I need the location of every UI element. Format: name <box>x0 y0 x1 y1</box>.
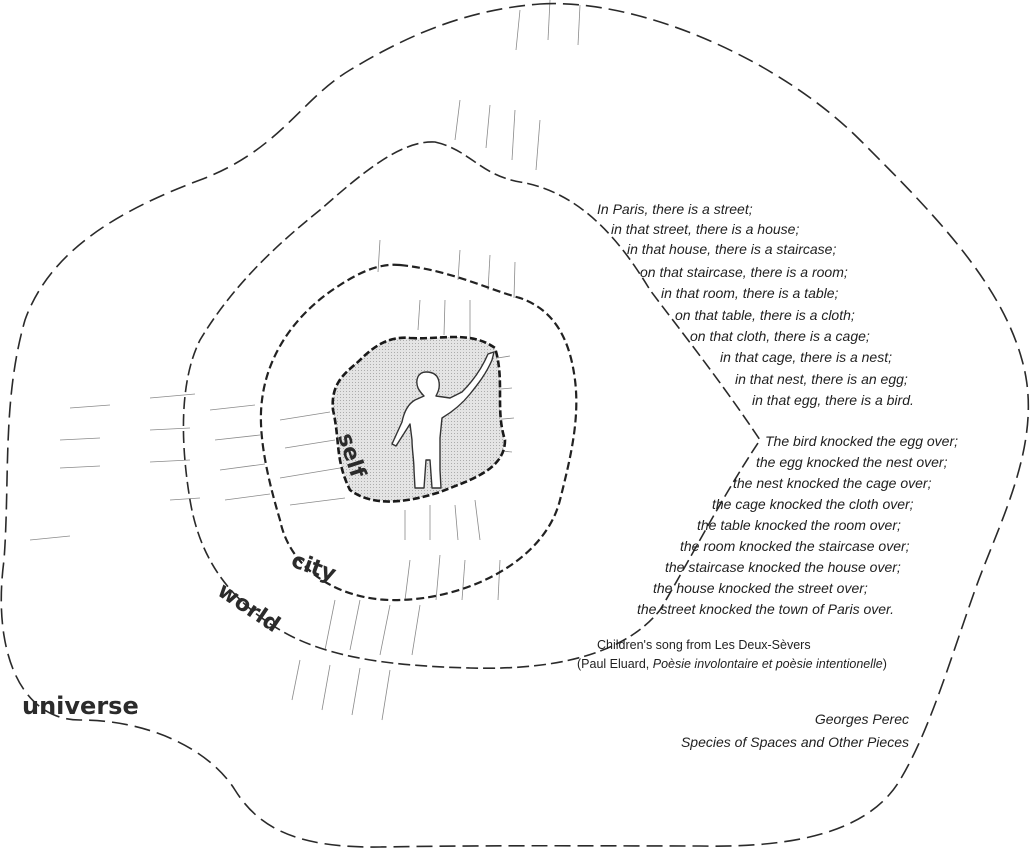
poem-line: The bird knocked the egg over; <box>765 433 959 449</box>
arrow-ray <box>455 505 458 540</box>
arrow-ray <box>225 494 270 500</box>
arrow-ray <box>290 498 345 505</box>
arrow-ray <box>412 605 420 655</box>
arrow-ray <box>458 250 460 280</box>
arrow-ray <box>325 600 335 650</box>
poem-line: the staircase knocked the house over; <box>665 559 901 575</box>
arrow-ray <box>322 665 330 710</box>
arrow-ray <box>516 10 520 50</box>
arrow-ray <box>220 464 265 470</box>
arrow-ray <box>462 560 465 600</box>
arrow-ray <box>498 560 500 600</box>
poem-line: the nest knocked the cage over; <box>733 475 932 491</box>
arrow-ray <box>418 300 420 330</box>
poem-line: the street knocked the town of Paris over. <box>637 601 895 617</box>
arrow-ray <box>292 660 300 700</box>
poem-line: in that cage, there is a nest; <box>720 349 892 365</box>
arrow-ray <box>548 0 550 40</box>
arrow-ray <box>380 605 390 655</box>
world-label: world <box>212 578 285 638</box>
source-credit <box>577 657 887 671</box>
poem-line: in that room, there is a table; <box>661 285 839 301</box>
arrow-ray <box>436 555 440 600</box>
arrow-ray <box>150 394 195 398</box>
source-credit-suffix: ) <box>882 657 887 671</box>
arrow-ray <box>405 560 410 600</box>
arrow-ray <box>70 405 110 408</box>
poem-line: on that staircase, there is a room; <box>640 264 848 280</box>
arrow-ray <box>512 110 515 160</box>
poem-line: the table knocked the room over; <box>697 517 901 533</box>
arrow-ray <box>578 5 580 45</box>
arrow-ray <box>30 536 70 540</box>
source-credit-prefix: (Paul Eluard, <box>577 657 653 671</box>
poem-line: In Paris, there is a street; <box>597 201 753 217</box>
arrow-ray <box>378 240 380 272</box>
poem-line: on that cloth, there is a cage; <box>690 328 870 344</box>
poem-line: on that table, there is a cloth; <box>675 307 855 323</box>
arrow-ray <box>150 428 190 430</box>
poem-line: in that nest, there is an egg; <box>735 371 908 387</box>
arrow-ray <box>280 468 340 478</box>
arrow-ray <box>514 262 515 298</box>
arrow-ray <box>285 440 335 448</box>
arrow-ray <box>382 670 390 720</box>
arrow-ray <box>150 460 190 462</box>
attribution-author: Georges Perec <box>814 711 909 727</box>
poem-line: the room knocked the staircase over; <box>680 538 910 554</box>
arrow-ray <box>170 498 200 500</box>
poem-line: the cage knocked the cloth over; <box>712 496 914 512</box>
self-label: self <box>332 430 371 481</box>
city-label: city <box>287 548 340 588</box>
universe-label: universe <box>22 692 139 720</box>
arrow-ray <box>60 466 100 468</box>
attribution-work: Species of Spaces and Other Pieces <box>680 734 909 750</box>
song-credit: Children's song from Les Deux-Sèvers <box>597 638 811 652</box>
poem-line: in that house, there is a staircase; <box>627 241 837 257</box>
poem-line: the egg knocked the nest over; <box>756 454 948 470</box>
poem-line: in that street, there is a house; <box>611 221 800 237</box>
poem-line: the house knocked the street over; <box>653 580 868 596</box>
arrow-ray <box>352 668 360 715</box>
arrow-ray <box>536 120 540 170</box>
arrow-ray <box>455 100 460 140</box>
arrow-ray <box>475 500 480 540</box>
arrow-ray <box>444 300 445 335</box>
arrow-ray <box>60 438 100 440</box>
arrow-ray <box>215 435 260 440</box>
arrow-ray <box>210 405 255 410</box>
arrow-ray <box>486 105 490 148</box>
arrow-ray <box>280 412 330 420</box>
arrow-ray <box>350 600 360 650</box>
source-credit-title: Poèsie involontaire et poèsie intentionelle <box>652 657 883 671</box>
poem-line: in that egg, there is a bird. <box>752 392 914 408</box>
arrow-ray <box>488 255 490 290</box>
